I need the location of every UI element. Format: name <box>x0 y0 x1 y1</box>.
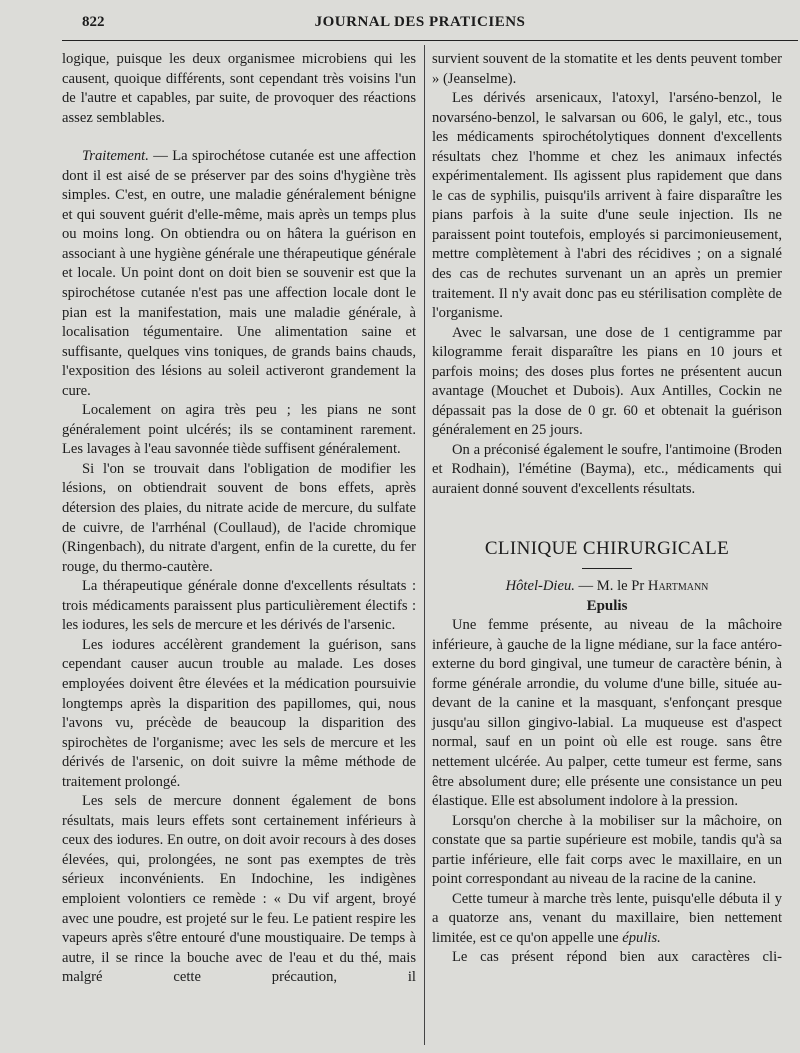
term-epulis: épulis. <box>622 929 661 946</box>
section-title: CLINIQUE CHIRURGICALE <box>484 537 730 559</box>
page-number: 822 <box>82 14 105 30</box>
paragraph: survient souvent de la stomatite et les dents peuvent tomber » (Jeanselme). <box>432 51 782 87</box>
right-column <box>432 50 782 968</box>
paragraph: Si l'on se trouvait dans l'obligation de modifier les lésions, on obtiendrait souvent de bons effets, après détersion des plaies, du nitrate acide de mercure, du sulfate de cuivre, de l'arrhénal (Coullaud), de l'acide chromique (Ringenbach), du nitrate d'argent, enfin de la curette, du fer rouge, du thermo-cautère. <box>62 460 416 575</box>
left-column <box>62 50 416 988</box>
paragraph: Localement on agira très peu ; les pians ne sont généralement point ulcérés; ils se contaminent rarement. Les lavages à l'eau savonnée tiède suffisent généralement. <box>62 402 416 458</box>
article-title: Epulis <box>586 598 628 615</box>
paragraph-text: — La spirochétose cutanée est une affection dont il est aisé de se préserver par des soins d'hygiène très simples. C'est, en outre, une maladie généralement bénigne et qui souvent guérit d'elle-même, mais après un temps plus ou moins long. On obtiendra ou on hâtera la guérison en associant à une hygiène générale une thérapeutique générale et locale. Un point dont on doit bien se souvenir est que la spirochétose cutanée n'est pas une affection locale dont le pian est la manifestation, mais une maladie générale, à localisation tégumentaire. Une alimentation saine et suffisante, quelques vins toniques, de grands bains chauds, l'exposition des lésions au soleil activeront grandement la cure. <box>62 148 416 399</box>
byline-rest: — M. le <box>574 577 632 594</box>
paragraph: logique, puisque les deux organismee microbiens qui les causent, quoique différents, sont cependant très voisins l'un de l'autre et capables, par suite, de provoquer des réactions assez semblables. <box>62 51 416 126</box>
page-header <box>60 12 780 36</box>
paragraph: Les sels de mercure donnent également de bons résultats, mais leurs effets sont certainement inférieurs à ceux des iodures. En outre, on doit avoir recours à des doses élevées, qui, prolongées, ne sont pas exemptes de très sérieux inconvénients. En Indochine, les indigènes emploient volontiers ce remède : « Du vif argent, broyé avec une poudre, est projeté sur le feu. Le patient respire les vapeurs après s'être entouré d'une moustiquaire. De temps à autre, il se rince la bouche avec de l'eau et du thé, mais malgré cette précaution, il <box>62 793 416 986</box>
paragraph: Les iodures accélèrent grandement la guérison, sans cependant causer aucun trouble au malade. Les doses employées doivent être élevées et la médication poursuivie longtemps après la disparition des papillomes, qui, nous l'avons vu, précède de beaucoup la disparition des spirochètes de l'organisme; avec les sels de mercure et les dérivés de l'arsenic, on doit suivre la même méthode de traitement prolongé. <box>62 636 416 790</box>
section-rule <box>582 568 632 569</box>
column-divider <box>424 45 425 1045</box>
paragraph-text: Cette tumeur à marche très lente, puisqu'elle débuta il y a quatorze ans, venant du maxillaire, bien nettement limitée, est ce qu'on appelle une <box>432 890 782 946</box>
byline-name: Hartmann <box>647 577 709 594</box>
byline-place: Hôtel-Dieu. <box>505 577 575 594</box>
paragraph-traitement <box>62 147 416 401</box>
paragraph <box>432 890 782 949</box>
section-label: Traitement. <box>82 148 149 165</box>
journal-title: JOURNAL DES PRATICIENS <box>314 14 526 30</box>
byline-title: Pr <box>631 577 645 594</box>
paragraph: Le cas présent répond bien aux caractères cli- <box>452 949 782 966</box>
paragraph: Lorsqu'on cherche à la mobiliser sur la mâchoire, on constate que sa partie supérieure est mobile, tandis qu'à sa partie inférieure, elle fait corps avec le maxillaire, en un point correspondant au niveau de la racine de la canine. <box>432 812 782 888</box>
paragraph: On a préconisé également le soufre, l'antimoine (Broden et Rodhain), l'émétine (Bayma), etc., médicaments qui auraient donné souvent d'excellents résultats. <box>432 441 782 498</box>
byline <box>432 577 782 597</box>
header-rule <box>62 40 798 41</box>
paragraph: La thérapeutique générale donne d'excellents résultats : trois médicaments paraissent plus particulièrement électifs : les iodures, les sels de mercure et les dérivés de l'arsenic. <box>62 578 416 634</box>
paragraph: Les dérivés arsenicaux, l'atoxyl, l'arséno-benzol, le novarséno-benzol, le salvarsan ou 606, le galyl, etc., tous les médicaments spirochétolytiques donnent d'excellents résultats chez l'homme et chez les animaux infectés expérimentalement. Ils agissent plus rapidement que dans le cas de syphilis, puisqu'ils arrivent à faire disparaître les pians parfois à la suite d'une seule injection. Ils ne paraissent point toutefois, employés si parcimonieusement, mettre complètement à l'abri des récidives ; on a signalé des cas de rechutes survenant un an après un premier traitement. Il n'y avait donc pas eu stérilisation complète de l'organisme. <box>432 90 782 322</box>
paragraph: Une femme présente, au niveau de la mâchoire inférieure, à gauche de la ligne médiane, sur la face antéro-externe du bord gingival, une tumeur de caractère bénin, à forme générale arrondie, du volume d'une bille, située au-devant de la canine et la masquant, s'enfonçant presque jusqu'au sillon gingivo-labial. La muqueuse est d'aspect normal, sauf en un point où elle est rouge. sans être nettement ulcérée. Au palper, cette tumeur est ferme, sans être absolument dure; elle présente une consistance un peu élastique. Elle est absolument indolore à la pression. <box>432 617 782 810</box>
paragraph: Avec le salvarsan, une dose de 1 centigramme par kilogramme ferait disparaître les pians en 10 jours et parfois moins; des doses plus fortes ne présentent aucun avantage (Mouchet et Dubois). Aux Antilles, Cockin ne dépassait pas la dose de 0 gr. 60 et obtenait la guérison généralement en 25 jours. <box>432 324 782 439</box>
